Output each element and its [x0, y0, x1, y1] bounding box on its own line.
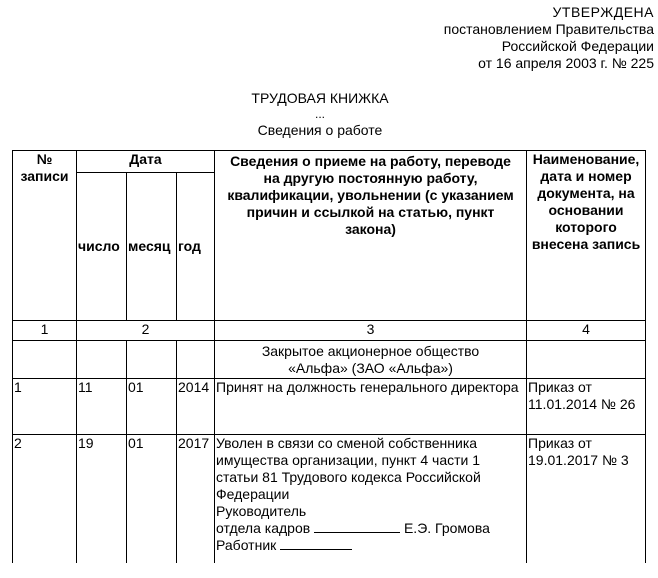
document-title: ТРУДОВАЯ КНИЖКА — [251, 90, 389, 106]
header-day: число — [77, 173, 127, 321]
header-date: Дата — [77, 151, 215, 173]
work-record-table — [12, 150, 646, 563]
organization-name: Закрытое акционерное общество «Альфа» (ЗАО «Альфа») — [215, 341, 527, 379]
record-document: Приказ от 19.01.2017 № 3 — [527, 435, 646, 563]
record-info: Принят на должность генерального директора — [215, 379, 527, 435]
table-header-row — [13, 151, 646, 173]
record-info: Уволен в связи со сменой собственника имущества организации, пункт 4 части 1 статьи 81 Трудового кодекса Российской Федерации — [216, 435, 481, 502]
approval-title: УТВЕРЖДЕНА — [552, 4, 654, 20]
column-number-4: 4 — [527, 321, 646, 341]
record-month: 01 — [127, 379, 177, 435]
approval-line-1: постановлением Правительства — [443, 21, 654, 37]
record-no: 2 — [13, 435, 77, 563]
approval-header — [444, 4, 654, 72]
column-number-1: 1 — [13, 321, 77, 341]
approval-line-2: Российской Федерации — [501, 38, 654, 54]
column-number-row — [13, 321, 646, 341]
ellipsis: ... — [314, 107, 325, 121]
record-year: 2014 — [177, 379, 215, 435]
record-no: 1 — [13, 379, 77, 435]
header-month: месяц — [127, 173, 177, 321]
approval-line-3: от 16 апреля 2003 г. № 225 — [478, 55, 654, 71]
record-day: 19 — [77, 435, 127, 563]
record-month: 01 — [127, 435, 177, 563]
signature-head: Руководитель — [216, 503, 307, 519]
record-info-cell — [215, 435, 527, 563]
column-number-2: 2 — [77, 321, 215, 341]
signature-hr-line: отдела кадров Е.Э. Громова — [216, 520, 490, 536]
column-number-3: 3 — [215, 321, 527, 341]
section-title: Сведения о работе — [257, 122, 383, 138]
table-row — [13, 435, 646, 563]
header-basis-document: Наименование, дата и номер документа, на основании которого внесена запись — [527, 151, 646, 321]
signature-blank — [314, 532, 400, 533]
header-record-no: № записи — [13, 151, 77, 321]
table-row — [13, 379, 646, 435]
record-year: 2017 — [177, 435, 215, 563]
record-document: Приказ от 11.01.2014 № 26 — [527, 379, 646, 435]
header-work-info: Сведения о приеме на работу, переводе на другую постоянную работу, квалификации, увольнении (с указанием причин и ссылкой на статью, пункт закона) — [215, 151, 527, 321]
signature-blank — [280, 549, 352, 550]
record-day: 11 — [77, 379, 127, 435]
signature-worker-line: Работник — [216, 537, 525, 554]
header-year: год — [177, 173, 215, 321]
organization-row — [13, 341, 646, 379]
